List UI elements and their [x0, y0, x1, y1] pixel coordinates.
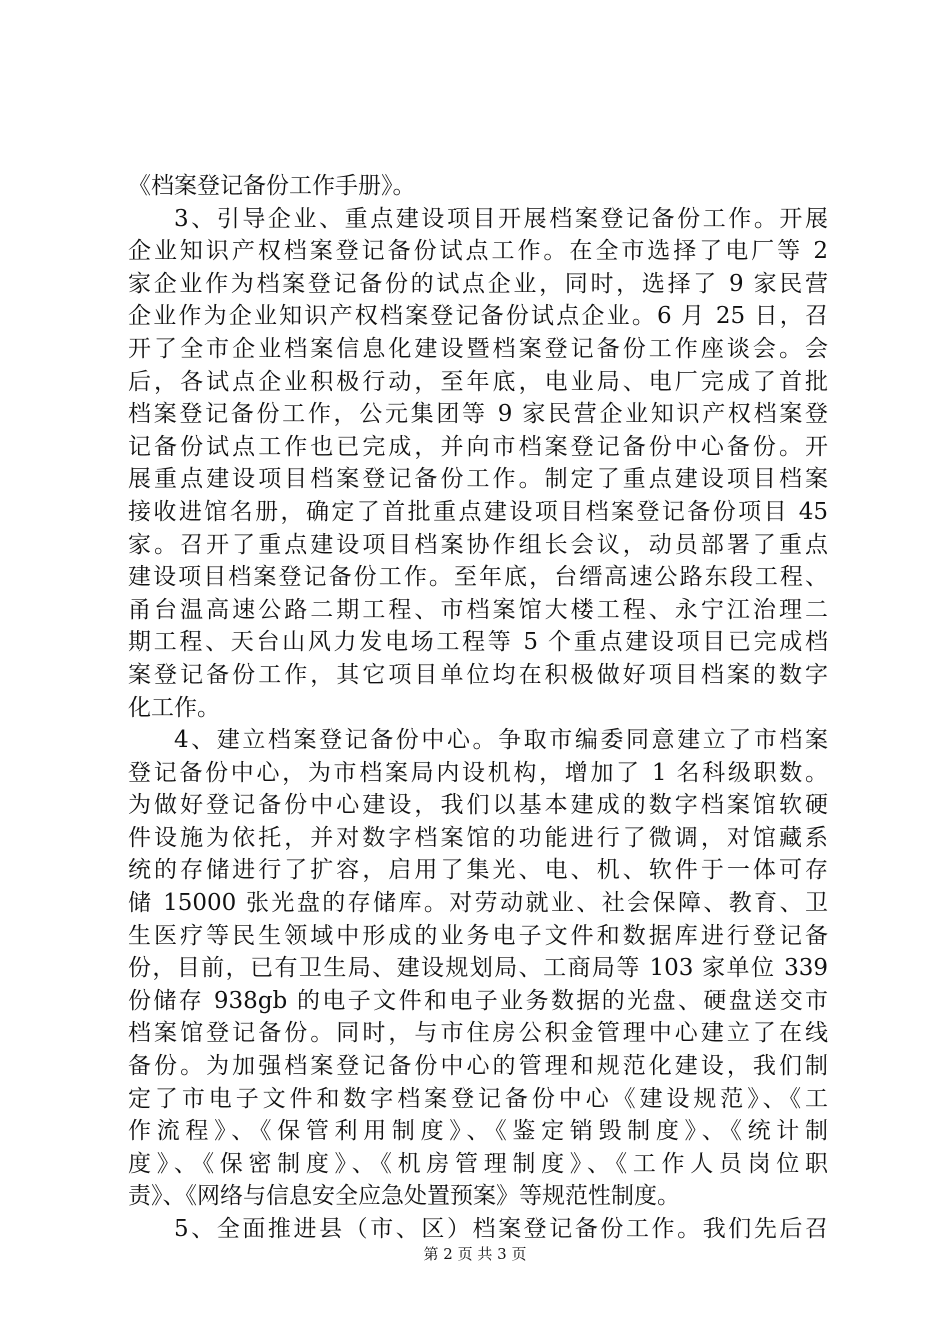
- text-line: 记备份试点工作也已完成，并向市档案登记备份中心备份。开: [128, 433, 828, 460]
- text-line: 4、建立档案登记备份中心。争取市编委同意建立了市档案: [174, 727, 828, 754]
- text-line: 责》、《网络与信息安全应急处置预案》等规范性制度。: [128, 1183, 680, 1210]
- text-line: 档案馆登记备份。同时，与市住房公积金管理中心建立了在线: [128, 1020, 828, 1047]
- text-line: 案登记备份工作，其它项目单位均在积极做好项目档案的数字: [128, 661, 828, 688]
- text-line: 展重点建设项目档案登记备份工作。制定了重点建设项目档案: [128, 466, 828, 493]
- text-line: 家企业作为档案登记备份的试点企业，同时，选择了 9 家民营: [128, 270, 828, 297]
- text-line: 家。召开了重点建设项目档案协作组长会议，动员部署了重点: [128, 531, 828, 558]
- text-line: 统的存储进行了扩容，启用了集光、电、机、软件于一体可存: [128, 857, 828, 884]
- body-text: [128, 170, 828, 1246]
- text-line: 生医疗等民生领域中形成的业务电子文件和数据库进行登记备: [128, 922, 828, 949]
- text-line: 接收进馆名册，确定了首批重点建设项目档案登记备份项目 45: [128, 498, 828, 525]
- text-line: 《档案登记备份工作手册》。: [128, 173, 416, 199]
- text-line: 件设施为依托，并对数字档案馆的功能进行了微调，对馆藏系: [128, 824, 828, 851]
- text-line: 登记备份中心，为市档案局内设机构，增加了 1 名科级职数。: [128, 759, 828, 786]
- text-line: 甬台温高速公路二期工程、市档案馆大楼工程、永宁江治理二: [128, 596, 828, 623]
- text-line: 度》、《保密制度》、《机房管理制度》、《工作人员岗位职: [128, 1150, 828, 1177]
- text-line: 开了全市企业档案信息化建设暨档案登记备份工作座谈会。会: [128, 335, 828, 362]
- text-line: 档案登记备份工作，公元集团等 9 家民营企业知识产权档案登: [128, 401, 828, 428]
- text-line: 3、引导企业、重点建设项目开展档案登记备份工作。开展: [174, 205, 828, 232]
- text-line: 期工程、天台山风力发电场工程等 5 个重点建设项目已完成档: [128, 629, 828, 656]
- page-footer: 第 2 页 共 3 页: [423, 1245, 527, 1263]
- text-line: 企业知识产权档案登记备份试点工作。在全市选择了电厂等 2: [128, 238, 828, 265]
- text-line: 备份。为加强档案登记备份中心的管理和规范化建设，我们制: [128, 1053, 828, 1080]
- text-line: 份储存 938gb 的电子文件和电子业务数据的光盘、硬盘送交市: [128, 987, 828, 1014]
- text-line: 储 15000 张光盘的存储库。对劳动就业、社会保障、教育、卫: [128, 890, 828, 917]
- text-line: 企业作为企业知识产权档案登记备份试点企业。6 月 25 日，召: [128, 303, 828, 330]
- text-line: 5、全面推进县（市、区）档案登记备份工作。我们先后召: [174, 1216, 828, 1242]
- text-line: 化工作。: [128, 694, 220, 721]
- text-line: 为做好登记备份中心建设，我们以基本建成的数字档案馆软硬: [128, 792, 828, 819]
- text-line: 后，各试点企业积极行动，至年底，电业局、电厂完成了首批: [128, 368, 828, 395]
- text-line: 份，目前，已有卫生局、建设规划局、工商局等 103 家单位 339: [128, 955, 828, 982]
- text-line: 作流程》、《保管利用制度》、《鉴定销毁制度》、《统计制: [128, 1118, 828, 1145]
- text-line: 定了市电子文件和数字档案登记备份中心《建设规范》、《工: [128, 1085, 828, 1112]
- text-line: 建设项目档案登记备份工作。至年底，台缙高速公路东段工程、: [128, 564, 828, 591]
